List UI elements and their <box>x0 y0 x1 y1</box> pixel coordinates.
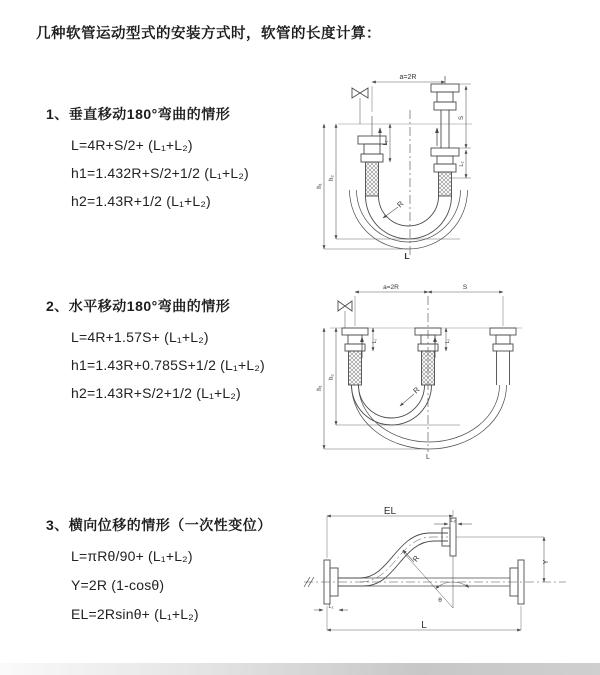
label-h1: h₁ <box>317 183 323 189</box>
label-l1: L₁ <box>328 604 334 610</box>
diagram-vertical-bend <box>310 66 600 263</box>
hose-braid-right <box>439 172 452 196</box>
label-a2r: a=2R <box>383 284 399 291</box>
label-h2: h₂ <box>329 175 335 181</box>
label-h2: h₂ <box>329 374 335 380</box>
label-a2r: a=2R <box>399 74 417 81</box>
label-l2: L₂ <box>459 161 465 167</box>
section-3-formula-EL: EL=2Rsinθ+ (L₁+L₂) <box>71 606 199 622</box>
section-2-formula-L: L=4R+1.57S+ (L₁+L₂) <box>71 329 209 345</box>
diagram-horizontal-bend <box>310 280 600 462</box>
label-l1: L₁ <box>383 140 389 146</box>
radius-leader <box>400 394 414 406</box>
section-2-formula-h2: h2=1.43R+S/2+1/2 (L₁+L₂) <box>71 385 241 401</box>
label-radius: R <box>410 553 422 564</box>
label-theta: θ <box>438 597 442 604</box>
label-l1: L₁ <box>372 338 378 344</box>
section-3-heading: 3、横向位移的情形（一次性变位） <box>46 517 272 533</box>
label-l2: L₂ <box>445 338 451 344</box>
section-2-heading: 2、水平移动180°弯曲的情形 <box>46 298 231 314</box>
hose-braid-left <box>349 351 362 385</box>
valve-icon <box>338 301 352 328</box>
label-l2: L₂ <box>450 518 456 524</box>
label-radius: R <box>395 199 406 210</box>
section-1-formula-h1: h1=1.432R+S/2+1/2 (L₁+L₂) <box>71 165 249 181</box>
label-radius: R <box>411 385 422 396</box>
label-length: L <box>404 251 410 261</box>
label-y: Y <box>543 559 550 565</box>
section-3-formula-Y: Y=2R (1-cosθ) <box>71 577 165 593</box>
angle-arc-right <box>453 582 469 588</box>
label-el: EL <box>383 506 397 517</box>
section-1-heading: 1、垂直移动180°弯曲的情形 <box>46 106 231 122</box>
label-l: L <box>421 620 427 631</box>
label-h1: h₁ <box>317 385 323 391</box>
hose-braid-middle <box>422 351 435 385</box>
section-3-formula-L: L=πRθ/90+ (L₁+L₂) <box>71 548 193 564</box>
page-title: 几种软管运动型式的安装方式时，软管的长度计算： <box>36 26 381 42</box>
section-1-formula-L: L=4R+S/2+ (L₁+L₂) <box>71 137 193 153</box>
scan-artifact <box>0 663 600 675</box>
hose-braid-left <box>366 162 379 196</box>
label-s: S <box>462 284 468 291</box>
radius-leader <box>383 207 398 218</box>
section-1-formula-h2: h2=1.43R+1/2 (L₁+L₂) <box>71 193 211 209</box>
diagram-lateral-displacement <box>298 502 598 652</box>
section-2-formula-h1: h1=1.43R+0.785S+1/2 (L₁+L₂) <box>71 357 265 373</box>
label-length: L <box>426 454 430 461</box>
label-s: S <box>459 115 465 121</box>
valve-icon <box>352 88 368 124</box>
angle-arc-left <box>436 582 453 589</box>
